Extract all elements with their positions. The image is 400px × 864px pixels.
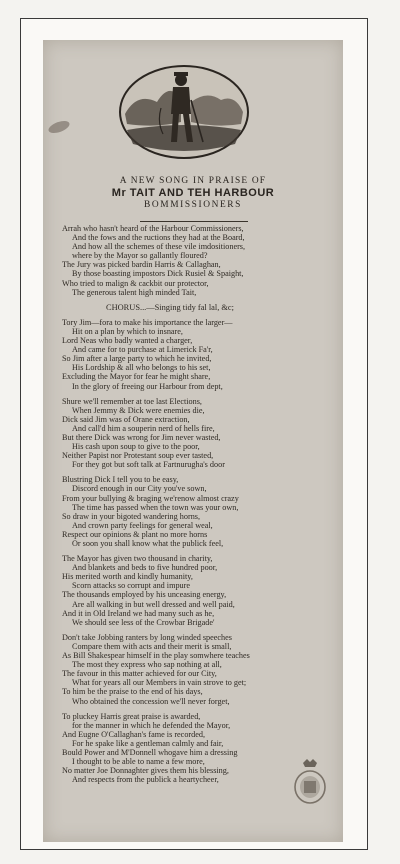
title-line-2: Mr TAIT AND TEH HARBOUR (111, 187, 275, 199)
verse-line: I thought to be able to name a few more, (72, 757, 205, 767)
verse-line: No matter Joe Donnaghter gives them his blessing, (62, 766, 229, 776)
verse-line: Who obtained the concession we'll never forget, (72, 696, 230, 706)
verse-line: So draw in your bigoted wandering horns, (62, 511, 201, 521)
stanza (62, 712, 330, 785)
verse-line: Scorn attacks so corrupt and impure (72, 581, 191, 591)
verse-line: Arrah who hasn't heard of the Harbour Commissioners, (62, 224, 244, 233)
verse-line: From your bullying & braging we'renow almost crazy (62, 493, 239, 503)
verse-line: The most they express who sap nothing at all, (72, 660, 222, 670)
verse-line: And call'd him a souperin nerd of hells fire, (72, 423, 215, 433)
verse-line: The time has passed when the town was your own, (72, 502, 239, 512)
verse-line: The Mayor has given two thousand in charity, (62, 554, 213, 564)
verse-line: To pluckey Harris great praise is awarded, (62, 711, 201, 721)
verse-line: Or soon you shall know what the publick feel, (72, 539, 224, 548)
verse-line: The favour in this matter achieved for our City, (62, 669, 217, 679)
stanza (62, 318, 330, 391)
verse-line: As Bill Shakespear himself in the play somwhere teaches (62, 651, 250, 661)
verse-line: Don't take Jobbing ranters by long winded speeches (62, 632, 232, 642)
title-line-1: A NEW SONG IN PRAISE OF (119, 176, 267, 186)
title-line-3: BOMMISSIONERS (144, 200, 242, 210)
woodcut-illustration (117, 62, 251, 162)
stanza (62, 224, 330, 297)
verse-line: for the manner in which he defended the Mayor, (72, 720, 231, 730)
verse-line: And blankets and beds to five hundred poor, (72, 563, 218, 573)
verse-line: But there Dick was wrong for Jim never wasted, (62, 432, 221, 442)
verse-line: Who tried to malign & cackbit our protector, (62, 278, 209, 288)
verse-line: The Jury was picked bardin Harris & Callaghan, (62, 260, 221, 270)
verse-line: His merited worth and kindly humanity, (62, 572, 193, 582)
verse-line: The thousands employed by his unceasing energy, (62, 590, 227, 600)
verse-line: Discord enough in our City you've sown, (72, 484, 207, 494)
verse-line: To him be the praise to the end of his days, (62, 687, 203, 697)
verse-line: Lord Neas who badly wanted a charger, (62, 336, 193, 346)
verse-line: What for years all our Members in vain strove to get; (72, 678, 247, 688)
verse-line: We should see less of the Crowbar Brigade' (72, 617, 215, 627)
verse-line: And respects from the publick a heartycheer, (72, 775, 219, 785)
verse-line: Blustring Dick I tell you to be easy, (62, 475, 179, 485)
verse-line: For they got but soft talk at Fartnurugha's door (72, 460, 225, 470)
verse-line: The generous talent high minded Tait, (72, 287, 197, 297)
verse-line: And the fows and the ructions they had at the Board, (72, 233, 245, 243)
verse-line: And crown party feelings for general weal, (72, 520, 213, 530)
song-text (62, 224, 330, 790)
stanza (62, 397, 330, 470)
title-block (43, 170, 343, 211)
verse-line: And came for to purchase at Limerick Fa'r, (72, 345, 213, 355)
verse-line: And it in Old Ireland we had many such as he, (62, 608, 215, 618)
verse-line: His Lordship & all who belongs to his set, (72, 363, 211, 373)
verse-line: In the glory of freeing our Harbour from dept, (72, 381, 223, 391)
verse-line: Excluding the Mayor for fear he might share, (62, 372, 211, 382)
verse-line: When Jemmy & Dick were enemies die, (72, 405, 205, 415)
stanza (62, 554, 330, 627)
chorus-line: CHORUS...—Singing tidy fal lal, &c; (106, 302, 234, 312)
stanza (62, 633, 330, 706)
verse-line: Hit on a plan by which to insnare, (72, 326, 183, 336)
stanza (62, 475, 330, 548)
verse-line: Tory Jim—fora to make his importance the larger— (62, 317, 233, 327)
title-rule (140, 221, 248, 222)
library-stamp-seal (293, 757, 327, 805)
verse-line: His cash upon soup to give to the poor, (72, 442, 200, 452)
verse-line: Respect our opinions & plant no more horns (62, 529, 208, 539)
verse-line: Neither Papist nor Protestant soup ever tasted, (62, 451, 214, 461)
verse-line: Bould Power and M'Donnell whogave him a dressing (62, 747, 238, 757)
verse-line: Are all walking in but well dressed and well paid, (72, 599, 235, 609)
verse-line: So Jim after a large party to which he invited, (62, 354, 212, 364)
verse-line: where by the Mayor so gallantly floured? (72, 251, 208, 261)
verse-line: By those boasting impostors Dick Rusiel & Spaight, (72, 269, 244, 279)
verse-line: Compare them with acts and their merit is small, (72, 641, 232, 651)
verse-line: For he spake like a gentleman calmly and fair, (72, 738, 224, 748)
verse-line: And how all the schemes of these vile imdositioners, (72, 242, 246, 252)
verse-line: And Eugne O'Callaghan's fame is recorded, (62, 729, 206, 739)
verse-line: Shure we'll remember at toe last Elections, (62, 396, 202, 406)
verse-line: Dick said Jim was of Orane extraction, (62, 414, 190, 424)
